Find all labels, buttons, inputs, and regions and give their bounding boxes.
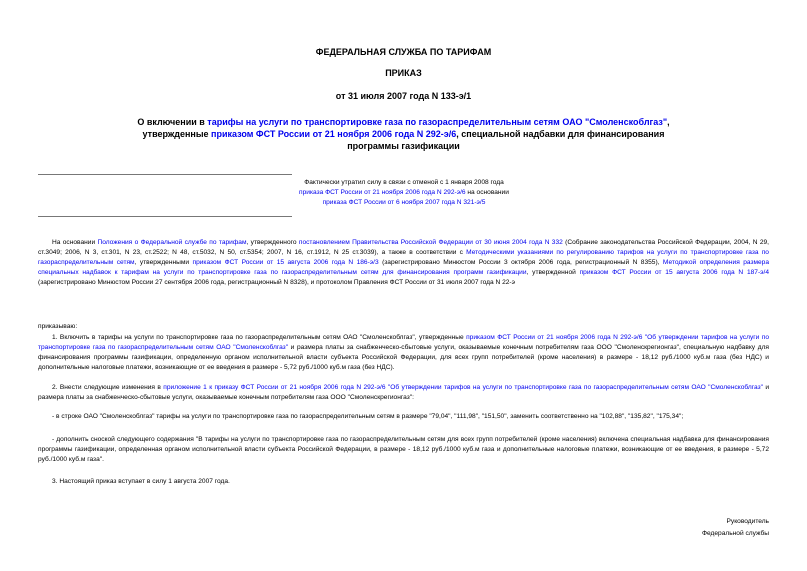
note-divider-bottom [38, 216, 292, 217]
link-order-187[interactable]: приказом ФСТ России от 15 августа 2006 года N 187-э/4 [579, 269, 770, 276]
clause-1-text-1: 1. Включить в тарифы на услуги по транспортировке газа по газораспределительным сетям ОАО "Смоленскоблгаз", утвержденные [52, 334, 467, 341]
link-regulation-fst[interactable]: Положения о Федеральной службе по тарифам [97, 239, 247, 246]
document-title [130, 116, 677, 152]
preamble-text-5: (зарегистрировано Минюстом России 3 октября 2006 года, регистрационный N 8355), [378, 259, 663, 266]
status-note [238, 178, 570, 208]
clause-2 [38, 383, 769, 403]
link-government-resolution-332[interactable]: постановлением Правительства Российской Федерации от 30 июня 2004 года N 332 [298, 239, 563, 246]
clause-2-item-replace: - в строке ОАО "Смоленскоблгаз" тарифы на услуги по транспортировке газа по газораспределительным сетям в размере "79,04", "111,98", "151,50", заменить соответственно на "102,88", "135,82", "175,34"; [52, 413, 684, 420]
clause-3: 3. Настоящий приказ вступает в силу 1 августа 2007 года. [52, 478, 230, 485]
status-note-line-3 [238, 198, 570, 208]
clause-2-text-2: и размера платы за снабженческо-сбытовые услуги, оказываемые конечным потребителям газа ООО "Смоленскрегионгаз": [38, 384, 770, 401]
document-type-heading: ПРИКАЗ [385, 68, 422, 78]
preamble-text-3: (Собрание законодательства Российской Федерации, 2004, N 29, ст.3049; 2006, N 3, ст.301, N 23, ст.2522; N 48, ст.5032, N 50, ст.5354; 2007, N 16, ст.1912, N 25 ст.3039), а также в соответствии с [38, 239, 769, 256]
preamble-text-1: На основании [52, 239, 98, 246]
signature-line-2: Федеральной службы [701, 530, 769, 537]
clause-2-link-appendix-1[interactable]: приложение 1 к приказу ФСТ России от 21 ноября 2006 года N 292-э/6 "Об утверждении тарифов на услуги по транспортировке газа по газораспределительным сетям ОАО "Смоленскоблгаз" [163, 384, 763, 391]
agency-heading: ФЕДЕРАЛЬНАЯ СЛУЖБА ПО ТАРИФАМ [315, 47, 492, 57]
title-link-order-292[interactable]: приказом ФСТ России от 21 ноября 2006 года N 292-э/6 [211, 129, 457, 139]
note-link-order-292[interactable]: приказа ФСТ России от 21 ноября 2006 года N 292-э/6 [299, 189, 466, 196]
link-methodology-surcharges[interactable]: Методикой определения размера специальных надбавок к тарифам на услуги по транспортировке газа по газораспределительным сетям для финансирования программ газификации [38, 259, 770, 276]
note-text: на основании [465, 189, 509, 196]
preamble-text-7: (зарегистрировано Минюстом России 27 сентября 2006 года, регистрационный N 8328), и протоколом Правления ФСТ России от 31 июля 2007 года N 22-э [38, 279, 515, 286]
clause-1 [38, 333, 769, 373]
link-order-186[interactable]: приказом ФСТ России от 15 августа 2006 года N 186-э/3 [192, 259, 379, 266]
title-text-3: , специальной надбавки для финансирования программы газификации [347, 129, 665, 151]
document-date-number: от 31 июля 2007 года N 133-э/1 [335, 91, 472, 101]
signature-line-1: Руководитель [726, 518, 769, 525]
title-text-2: , утвержденные [142, 117, 670, 139]
note-link-order-321[interactable]: приказа ФСТ России от 6 ноября 2007 года N 321-э/5 [322, 199, 486, 206]
note-divider-top [38, 174, 292, 175]
status-note-line: Фактически утратил силу в связи с отменой с 1 января 2008 года [304, 179, 504, 186]
status-note-line-2 [238, 188, 570, 198]
clause-2-item-footnote: - дополнить сноской следующего содержания "В тарифы на услуги по транспортировке газа по газораспределительным сетям для всех групп потребителей (кроме населения) включена специальная надбавка для финансирования программы газификации, определенная органом исполнительной власти субъекта Российской Федерации, в размере - 18,12 руб./1000 куб.м газа и дополнительные налоговые платежи, возникающие от ее введения, в размере - 5,72 руб./1000 куб.м газа". [38, 436, 769, 463]
preamble-text-2: , утвержденного [246, 239, 299, 246]
clause-1-text-2: и размера платы за снабженческо-сбытовые услуги, оказываемые конечным потребителям газа ООО "Смоленскрегионгаз", специальную надбавку для финансирования программы газификации, определенную органом исполнительной власти субъекта Российской Федерации, для всех групп потребителей (кроме населения) в размере - 18,12 руб./1000 куб.м газа (без НДС) и дополнительные налоговые платежи, возникающие от ее введения в размере - 5,72 руб./1000 куб.м газа (без НДС). [38, 344, 769, 371]
title-link-tariffs[interactable]: тарифы на услуги по транспортировке газа по газораспределительным сетям ОАО "Смоленскоблгаз" [207, 117, 668, 127]
clause-1-link-order-292[interactable]: приказом ФСТ России от 21 ноября 2006 года N 292-э/6 "Об утверждении тарифов на услуги по транспортировке газа по газораспределительным сетям ОАО "Смоленскоблгаз" [38, 334, 769, 351]
preamble-text-6: , утвержденной [526, 269, 580, 276]
link-methodical-guidelines[interactable]: Методическими указаниями по регулированию тарифов на услуги по транспортировке газа по газораспределительным сетям [38, 249, 769, 266]
preamble-paragraph [38, 238, 769, 288]
title-text-1: О включении в [137, 117, 208, 127]
order-keyword: приказываю: [38, 323, 78, 330]
clause-2-text-1: 2. Внести следующие изменения в [52, 384, 164, 391]
preamble-text-4: , утвержденными [134, 259, 193, 266]
